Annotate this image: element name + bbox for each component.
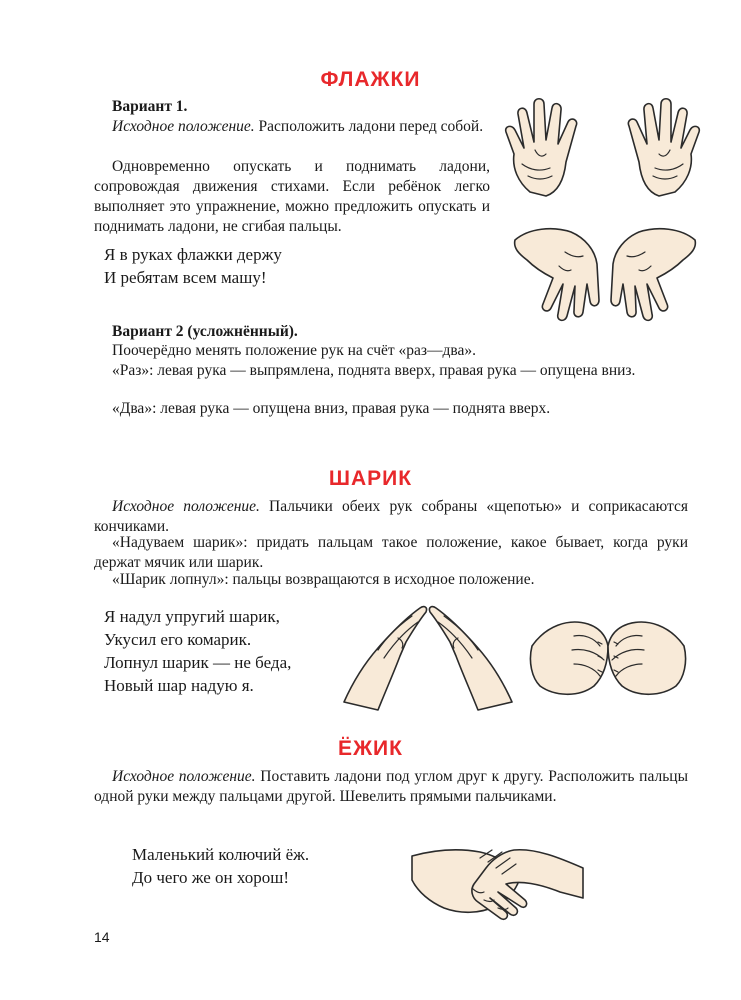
cupped-hands-illustration	[528, 606, 688, 702]
hands-lowered-illustration	[505, 222, 705, 322]
hands-raised-illustration	[500, 92, 705, 204]
initial-position-label: Исходное положение.	[112, 768, 256, 785]
interlaced-fingers-illustration	[410, 828, 585, 923]
balloon-line: «Шарик лопнул»: пальцы возвращаются в исходное положение.	[112, 571, 535, 588]
variant1-initial-position	[94, 117, 490, 137]
page-number: 14	[94, 929, 110, 945]
hedgehog-poem	[132, 843, 392, 889]
section-title-flags: ФЛАЖКИ	[320, 68, 421, 91]
initial-position-label: Исходное положение.	[112, 498, 260, 515]
variant2-heading: Вариант 2 (усложнённый).	[112, 323, 298, 340]
variant2-line: «Раз»: левая рука — выпрямлена, поднята вверх, правая рука — опущена вниз.	[112, 362, 636, 379]
balloon-initial-position	[94, 497, 688, 537]
flags-poem	[104, 243, 404, 289]
initial-position-label: Исходное положение.	[112, 118, 255, 135]
poem-line: И ребятам всем машу!	[104, 268, 267, 287]
fingertips-touching-illustration	[338, 598, 518, 716]
section-title-hedgehog: ЁЖИК	[338, 737, 403, 760]
variant1-description: Одновременно опускать и поднимать ладони, сопровождая движения стихами. Если ребёнок легко выполняет это упражнение, можно предложить опускать и поднимать ладони, не сгибая пальцы.	[94, 158, 490, 235]
poem-line: До чего же он хорош!	[132, 868, 290, 887]
poem-line: Я в руках флажки держу	[104, 245, 282, 264]
balloon-line: «Надуваем шарик»: придать пальцам такое положение, какое бывает, когда руки держат мячик или шарик.	[94, 534, 688, 571]
section-title-balloon: ШАРИК	[328, 467, 413, 490]
poem-line: Я надул упругий шарик,	[104, 607, 280, 626]
poem-line: Укусил его комарик.	[104, 630, 252, 649]
poem-line: Лопнул шарик — не беда,	[104, 653, 292, 672]
variant2-line: «Два»: левая рука — опущена вниз, правая рука — поднята вверх.	[112, 400, 551, 417]
variant1-heading: Вариант 1.	[112, 98, 188, 115]
poem-line: Маленький колючий ёж.	[132, 845, 310, 864]
initial-position-text: Расположить ладони перед собой.	[254, 118, 484, 135]
poem-line: Новый шар надую я.	[104, 676, 254, 695]
balloon-poem	[104, 605, 344, 697]
initial-position-text: Поставить ладони под углом друг к другу. Расположить пальцы одной руки между пальцами другой. Шевелить прямыми пальчиками.	[94, 768, 689, 805]
hedgehog-initial-position	[94, 767, 688, 807]
initial-position-text: Пальчики обеих рук собраны «щепотью» и соприкасаются кончиками.	[94, 498, 688, 535]
variant2-line: Поочерёдно менять положение рук на счёт «раз—два».	[112, 342, 477, 359]
